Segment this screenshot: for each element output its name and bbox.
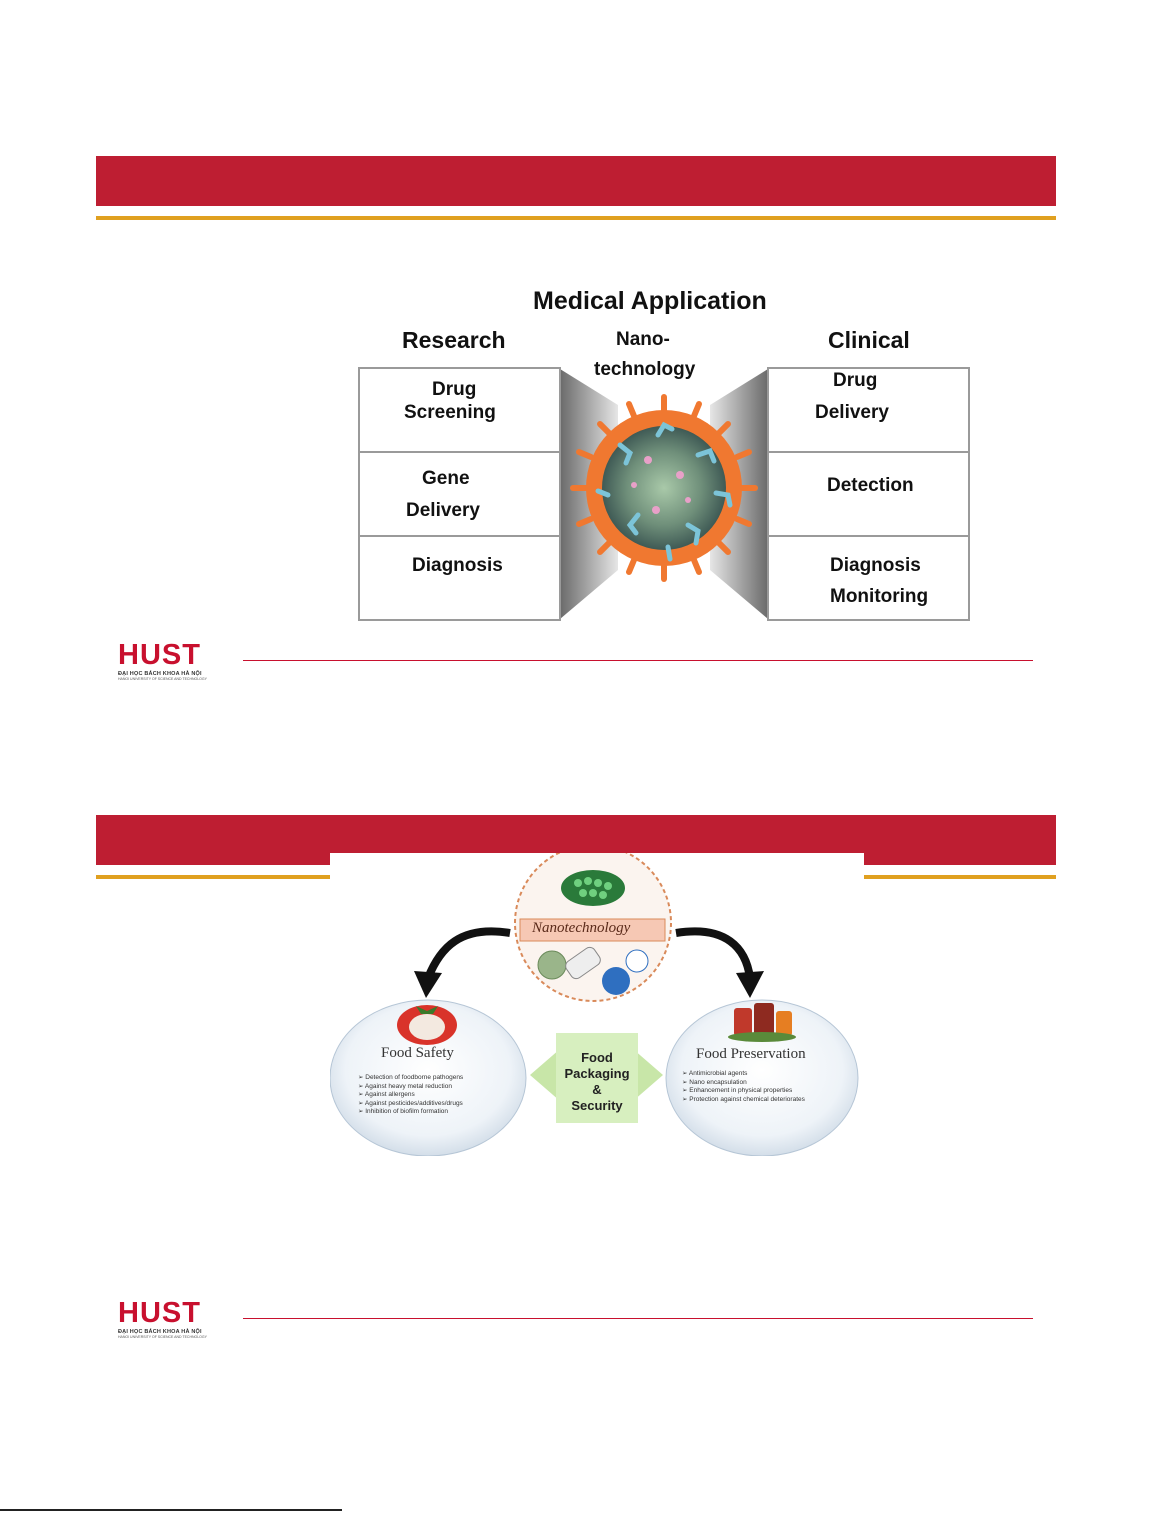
food-safety-item: ➢ Detection of foodborne pathogens xyxy=(358,1074,464,1081)
tomato-icon xyxy=(397,1005,457,1045)
footer-rule xyxy=(243,1318,1033,1319)
packaging-line: Packaging xyxy=(564,1066,630,1081)
food-safety-title: Food Safety xyxy=(381,1045,454,1061)
food-safety-item: ➢ Against pesticides/additives/drugs xyxy=(358,1099,463,1107)
research-label: Screening xyxy=(404,402,496,423)
gold-underline-left xyxy=(96,875,330,879)
research-header: Research xyxy=(402,327,506,353)
hust-logo-en: HANOI UNIVERSITY OF SCIENCE AND TECHNOLOGY xyxy=(118,1335,207,1339)
nanomaterial-cluster-icon xyxy=(561,870,625,906)
food-preservation-item: ➢ Antimicrobial agents xyxy=(682,1070,748,1077)
food-safety-item: ➢ Against allergens xyxy=(358,1091,415,1098)
research-label: Drug xyxy=(432,379,477,400)
food-safety-item: ➢ Inhibition of biofilm formation xyxy=(358,1108,448,1115)
arrow-to-food-preservation-icon xyxy=(676,931,750,978)
hust-logo-vn: ĐẠI HỌC BÁCH KHOA HÀ NỘI xyxy=(118,1329,202,1335)
clinical-label: Drug xyxy=(833,370,878,391)
clinical-label: Delivery xyxy=(815,402,889,423)
research-label: Gene xyxy=(422,468,470,489)
nanotechnology-label: Nanotechnology xyxy=(532,920,631,936)
food-safety-list xyxy=(358,1074,463,1117)
food-preservation-list xyxy=(682,1070,805,1104)
nano-header-line2: technology xyxy=(594,359,696,380)
food-preservation-title: Food Preservation xyxy=(696,1046,806,1062)
food-nanotechnology-figure xyxy=(330,853,864,1156)
hust-logo xyxy=(118,1298,228,1339)
food-preservation-item: ➢ Protection against chemical deteriorates xyxy=(682,1095,805,1103)
clinical-label: Detection xyxy=(827,475,914,496)
hust-logo-word: HUST xyxy=(118,639,201,671)
hust-logo-vn: ĐẠI HỌC BÁCH KHOA HÀ NỘI xyxy=(118,671,202,677)
clinical-label: Monitoring xyxy=(830,586,929,607)
clinical-label: Diagnosis xyxy=(830,555,921,576)
page-bottom-edge xyxy=(0,1509,342,1511)
packaging-line: & xyxy=(592,1082,602,1097)
food-preservation-item: ➢ Nano encapsulation xyxy=(682,1078,747,1086)
figure-title: Medical Application xyxy=(533,287,767,315)
research-label: Delivery xyxy=(406,500,480,521)
packaging-line: Food xyxy=(581,1050,613,1065)
nano-header-line1: Nano- xyxy=(616,329,670,350)
food-preservation-item: ➢ Enhancement in physical properties xyxy=(682,1087,793,1094)
hust-logo-en: HANOI UNIVERSITY OF SCIENCE AND TECHNOLOGY xyxy=(118,677,207,681)
hust-logo-word: HUST xyxy=(118,1297,201,1329)
gold-underline-right xyxy=(864,875,1056,879)
clinical-header: Clinical xyxy=(828,327,910,353)
arrow-to-food-safety-icon xyxy=(428,931,510,978)
food-safety-item: ➢ Against heavy metal reduction xyxy=(358,1082,452,1090)
research-label: Diagnosis xyxy=(412,555,503,576)
packaging-line: Security xyxy=(571,1098,623,1113)
food-packaging-security-label xyxy=(556,1050,638,1114)
